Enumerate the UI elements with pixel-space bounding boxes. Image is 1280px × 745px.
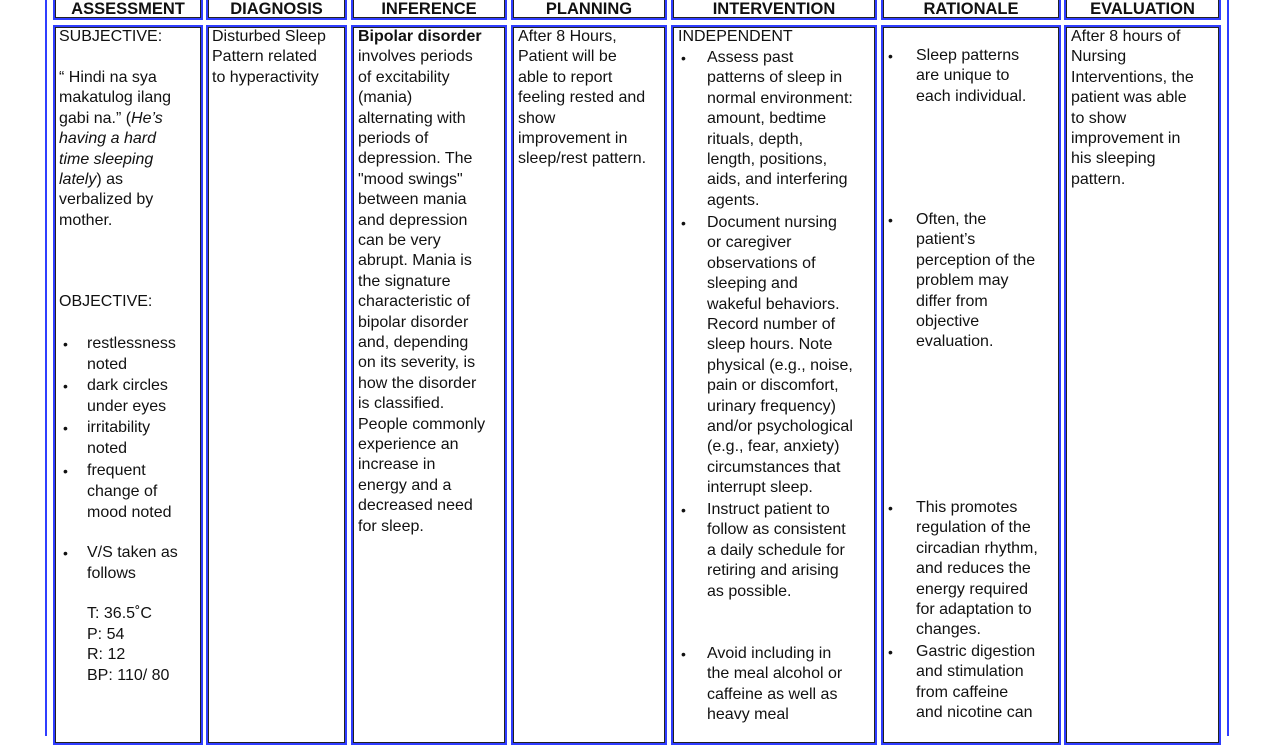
- objective-item: dark circles: [87, 377, 168, 394]
- inference-text: depression. The: [358, 150, 473, 168]
- header-label: ASSESSMENT: [71, 0, 185, 18]
- header-inference: [351, 0, 507, 20]
- intervention-item: sleeping and: [707, 275, 798, 293]
- subjective-quote: makatulog ilang: [59, 89, 172, 107]
- evaluation-text: After 8 hours of: [1071, 28, 1181, 45]
- bullet-icon: •: [681, 215, 686, 231]
- intervention-item: caffeine as well as: [707, 685, 838, 703]
- planning-text: improvement in: [518, 130, 628, 147]
- intervention-item: and/or psychological: [707, 418, 853, 435]
- header-label: INTERVENTION: [712, 0, 836, 18]
- bullet-icon: •: [63, 545, 68, 561]
- evaluation-text: his sleeping: [1071, 150, 1156, 168]
- subjective-quote: gabi na.” (He’s: [59, 109, 163, 127]
- inference-text: abrupt. Mania is: [358, 252, 472, 270]
- rationale-item: problem may: [916, 272, 1009, 290]
- subjective-label: SUBJECTIVE:: [59, 28, 163, 45]
- header-label: INFERENCE: [381, 0, 477, 18]
- bullet-icon: •: [888, 500, 893, 516]
- rationale-item: energy required: [916, 580, 1029, 598]
- intervention-item: observations of: [707, 254, 816, 272]
- diagnosis-text: to hyperactivity: [212, 68, 319, 86]
- subjective-quote: lately) as: [59, 171, 124, 188]
- rationale-item: each individual.: [916, 87, 1027, 105]
- subjective-quote: “ Hindi na sya: [59, 69, 157, 86]
- inference-text: involves periods: [358, 48, 473, 66]
- vital-sign: T: 36.5˚C: [87, 605, 152, 622]
- intervention-item: agents.: [707, 191, 760, 209]
- objective-item: noted: [87, 439, 128, 457]
- intervention-item: physical (e.g., noise,: [707, 356, 853, 374]
- rationale-item: perception of the: [916, 251, 1036, 269]
- objective-item: noted: [87, 355, 128, 373]
- evaluation-text: Interventions, the: [1071, 68, 1194, 86]
- inference-text: on its severity, is: [358, 354, 476, 372]
- inference-text: "mood swings": [358, 170, 463, 188]
- header-label: DIAGNOSIS: [230, 0, 323, 18]
- cell-diagnosis: [206, 25, 347, 745]
- rationale-item: and reduces the: [916, 560, 1031, 578]
- inference-text: can be very: [358, 232, 441, 249]
- intervention-item: wakeful behaviors.: [707, 295, 840, 313]
- rationale-item: for adaptation to: [916, 601, 1032, 618]
- inference-text: how the disorder: [358, 374, 477, 392]
- header-assessment: [53, 0, 203, 20]
- subjective-quote: having a hard: [59, 130, 156, 148]
- bullet-icon: •: [681, 502, 686, 518]
- evaluation-text: pattern.: [1071, 170, 1126, 188]
- subjective-quote: verbalized by: [59, 191, 154, 209]
- inference-text: characteristic of: [358, 293, 471, 311]
- diagnosis-text: Disturbed Sleep: [212, 28, 326, 45]
- header-rationale: [881, 0, 1061, 20]
- subjective-quote: time sleeping: [59, 150, 154, 168]
- intervention-item: interrupt sleep.: [707, 479, 813, 497]
- intervention-item: normal environment:: [707, 89, 853, 107]
- inference-text: People commonly: [358, 415, 486, 433]
- header-planning: [511, 0, 667, 20]
- intervention-item: patterns of sleep in: [707, 69, 843, 87]
- inference-text: decreased need: [358, 497, 473, 515]
- header-evaluation: [1064, 0, 1221, 20]
- intervention-item: sleep hours. Note: [707, 336, 833, 354]
- page-frame-left: [45, 0, 47, 736]
- objective-item: V/S taken as: [87, 544, 178, 561]
- evaluation-text: Nursing: [1071, 48, 1127, 66]
- intervention-item: follow as consistent: [707, 521, 846, 539]
- rationale-item: are unique to: [916, 67, 1010, 85]
- objective-item: change of: [87, 482, 158, 500]
- rationale-item: differ from: [916, 292, 988, 310]
- inference-text: Bipolar disorder: [358, 28, 482, 45]
- intervention-item: (e.g., fear, anxiety): [707, 438, 840, 456]
- evaluation-text: to show: [1071, 109, 1127, 127]
- inference-text: the signature: [358, 272, 451, 290]
- header-intervention: [671, 0, 877, 20]
- planning-text: feeling rested and: [518, 89, 646, 107]
- evaluation-text: improvement in: [1071, 130, 1181, 147]
- inference-text: energy and a: [358, 476, 452, 494]
- intervention-item: length, positions,: [707, 151, 828, 168]
- bullet-icon: •: [888, 212, 893, 228]
- objective-label: OBJECTIVE:: [59, 293, 153, 310]
- intervention-item: rituals, depth,: [707, 130, 804, 148]
- vital-sign: BP: 110/ 80: [87, 666, 170, 684]
- vital-sign: R: 12: [87, 646, 126, 664]
- bullet-icon: •: [888, 644, 893, 660]
- rationale-item: regulation of the: [916, 519, 1031, 537]
- intervention-item: heavy meal: [707, 706, 789, 724]
- rationale-item: objective: [916, 313, 980, 330]
- evaluation-text: patient was able: [1071, 89, 1187, 107]
- bullet-icon: •: [63, 378, 68, 394]
- header-label: PLANNING: [545, 0, 633, 18]
- vital-sign: P: 54: [87, 625, 125, 643]
- intervention-item: circumstances that: [707, 458, 841, 476]
- rationale-item: circadian rhythm,: [916, 539, 1038, 557]
- header-diagnosis: [206, 0, 347, 20]
- rationale-item: evaluation.: [916, 333, 994, 351]
- intervention-item: amount, bedtime: [707, 110, 827, 128]
- intervention-item: Instruct patient to: [707, 501, 830, 518]
- bullet-icon: •: [63, 420, 68, 436]
- intervention-item: aids, and interfering: [707, 171, 848, 189]
- intervention-item: Assess past: [707, 49, 794, 66]
- planning-text: able to report: [518, 68, 613, 86]
- header-label: EVALUATION: [1090, 0, 1195, 18]
- rationale-item: and stimulation: [916, 663, 1024, 681]
- objective-item: mood noted: [87, 503, 172, 521]
- intervention-item: a daily schedule for: [707, 541, 845, 559]
- rationale-item: from caffeine: [916, 683, 1009, 701]
- intervention-item: pain or discomfort,: [707, 377, 839, 395]
- diagnosis-text: Pattern related: [212, 48, 317, 66]
- bullet-icon: •: [681, 50, 686, 66]
- objective-item: irritability: [87, 419, 151, 436]
- bullet-icon: •: [63, 463, 68, 479]
- rationale-item: Often, the: [916, 211, 987, 228]
- inference-text: and, depending: [358, 334, 469, 351]
- rationale-item: patient’s: [916, 231, 976, 249]
- inference-text: between mania: [358, 191, 467, 209]
- inference-text: experience an: [358, 436, 459, 453]
- inference-text: alternating with: [358, 109, 466, 127]
- intervention-item: Avoid including in: [707, 645, 832, 662]
- planning-text: show: [518, 109, 556, 127]
- header-label: RATIONALE: [923, 0, 1019, 18]
- rationale-item: and nicotine can: [916, 704, 1033, 722]
- inference-text: and depression: [358, 211, 468, 229]
- intervention-item: Document nursing: [707, 214, 837, 231]
- planning-text: Patient will be: [518, 48, 617, 66]
- inference-text: of excitability: [358, 68, 450, 86]
- inference-text: increase in: [358, 456, 436, 474]
- inference-text: periods of: [358, 130, 429, 147]
- intervention-item: the meal alcohol or: [707, 665, 843, 683]
- intervention-item: retiring and arising: [707, 562, 839, 580]
- objective-item: frequent: [87, 462, 146, 479]
- bullet-icon: •: [681, 646, 686, 662]
- rationale-item: This promotes: [916, 499, 1018, 516]
- rationale-item: Sleep patterns: [916, 47, 1020, 64]
- objective-item: under eyes: [87, 397, 167, 415]
- inference-text: bipolar disorder: [358, 313, 469, 331]
- rationale-item: Gastric digestion: [916, 643, 1036, 660]
- intervention-label: INDEPENDENT: [678, 28, 793, 45]
- subjective-quote: mother.: [59, 211, 113, 229]
- objective-item: follows: [87, 564, 136, 582]
- intervention-item: Record number of: [707, 316, 836, 333]
- inference-text: (mania): [358, 89, 413, 107]
- bullet-icon: •: [888, 48, 893, 64]
- inference-text: for sleep.: [358, 517, 424, 535]
- objective-item: restlessness: [87, 335, 176, 352]
- planning-text: After 8 Hours,: [518, 28, 617, 45]
- rationale-item: changes.: [916, 621, 981, 639]
- inference-text: is classified.: [358, 395, 445, 413]
- intervention-item: urinary frequency): [707, 397, 836, 415]
- bullet-icon: •: [63, 336, 68, 352]
- planning-text: sleep/rest pattern.: [518, 150, 647, 168]
- page-frame-right: [1227, 0, 1229, 736]
- intervention-item: as possible.: [707, 582, 792, 600]
- intervention-item: or caregiver: [707, 234, 792, 252]
